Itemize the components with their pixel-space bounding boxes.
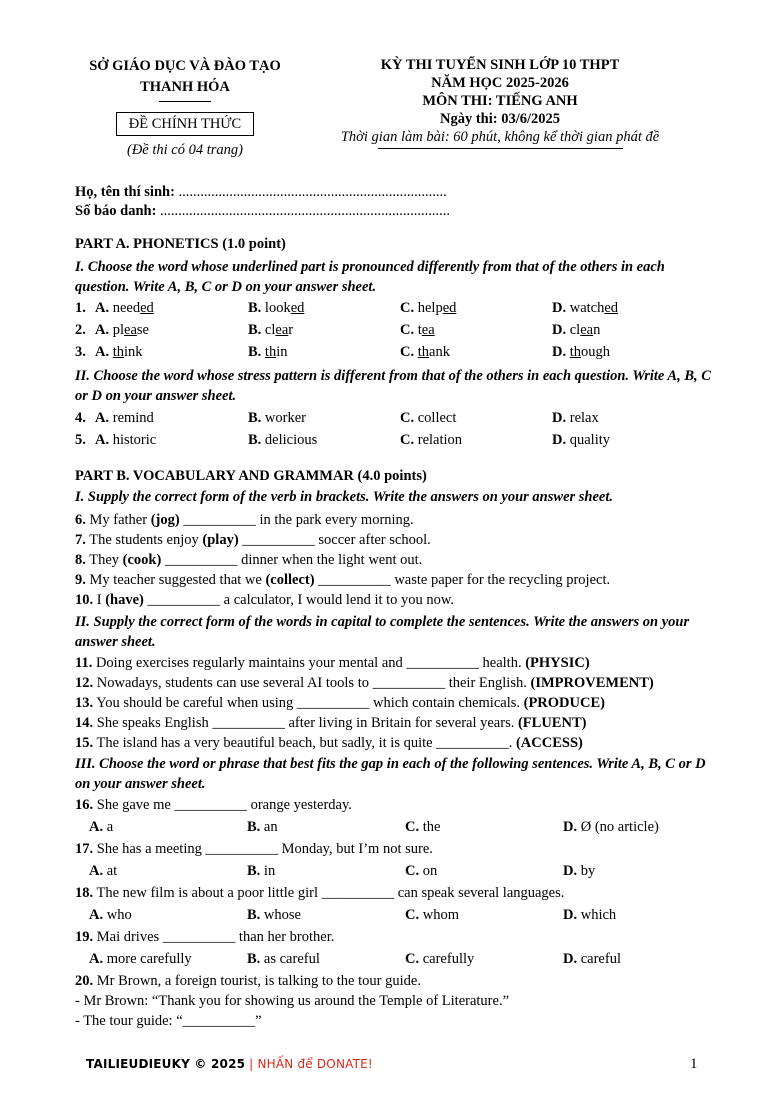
question-20-line-1: - Mr Brown: “Thank you for showing us around the Temple of Literature.” (75, 993, 510, 1009)
divider (378, 148, 623, 149)
part-a-title: PART A. PHONETICS (1.0 point) (75, 236, 286, 252)
department-name: SỞ GIÁO DỤC VÀ ĐÀO TẠO (89, 58, 281, 74)
part-b-ii-instructions: II. Supply the correct form of the words in capital to complete the sentences. Write the answers on your answer sheet. (75, 614, 690, 650)
separator: | (245, 1057, 258, 1071)
page-count-note: (Đề thi có 04 trang) (127, 142, 243, 158)
question-3: 3. A. think B. thin C. thank D. though (75, 344, 611, 360)
exam-date: Ngày thi: 03/6/2025 (439, 111, 561, 127)
subject: MÔN THI: TIẾNG ANH (422, 93, 578, 109)
question-1: 1. A. needed B. looked C. helped D. watched (75, 300, 619, 316)
question-18: 18. The new film is about a poor little girl __________ can speak several languages. (75, 885, 565, 901)
school-year: NĂM HỌC 2025-2026 (431, 75, 569, 91)
question-2: 2. A. please B. clear C. tea D. clean (75, 322, 601, 338)
donate-link[interactable]: NHẤN để DONATE! (257, 1057, 373, 1071)
header-left (60, 56, 310, 161)
question-6: 6. My father (jog) __________ in the park every morning. (75, 512, 414, 528)
question-16-options: A. a B. an C. the D. Ø (no article) (89, 819, 659, 835)
question-14: 14. She speaks English __________ after living in Britain for several years. (FLUENT) (75, 715, 587, 731)
question-19: 19. Mai drives __________ than her brother. (75, 929, 335, 945)
province-name: THANH HÓA (140, 79, 230, 95)
candidate-name-dots: .......................................................................... (174, 184, 447, 200)
brand-name: TAILIEUDIEUKY © 2025 (86, 1057, 246, 1071)
question-19-options: A. more carefully B. as careful C. carefully D. careful (89, 951, 621, 967)
official-badge: ĐỀ CHÍNH THỨC (116, 112, 254, 136)
candidate-id-line (75, 201, 715, 221)
question-20-line-2: - The tour guide: “__________” (75, 1013, 262, 1029)
question-15: 15. The island has a very beautiful beach, but sadly, it is quite __________. (ACCESS) (75, 735, 583, 751)
question-4: 4. A. remind B. worker C. collect D. relax (75, 410, 599, 426)
part-b-title: PART B. VOCABULARY AND GRAMMAR (4.0 points) (75, 468, 427, 484)
candidate-name-label: Họ, tên thí sinh: (75, 184, 175, 200)
question-10: 10. I (have) __________ a calculator, I would lend it to you now. (75, 592, 455, 608)
exam-title: KỲ THI TUYỂN SINH LỚP 10 THPT (380, 57, 620, 73)
question-12: 12. Nowadays, students can use several AI tools to __________ their English. (IMPROVEMENT) (75, 675, 654, 691)
question-9: 9. My teacher suggested that we (collect) __________ waste paper for the recycling project. (75, 572, 611, 588)
divider (159, 101, 211, 102)
question-5: 5. A. historic B. delicious C. relation D. quality (75, 432, 611, 448)
part-b-i-instructions: I. Supply the correct form of the verb in brackets. Write the answers on your answer sheet. (75, 489, 614, 505)
part-b-iii-instructions: III. Choose the word or phrase that best fits the gap in each of the following sentences. Write A, B, C or D on your answer sheet. (75, 756, 706, 792)
question-17: 17. She has a meeting __________ Monday, but I’m not sure. (75, 841, 433, 857)
page-number: 1 (690, 1056, 698, 1072)
footer-brand (86, 1054, 373, 1074)
header-right (320, 56, 680, 149)
candidate-name-line (75, 182, 715, 202)
question-8: 8. They (cook) __________ dinner when the light went out. (75, 552, 423, 568)
exam-duration: Thời gian làm bài: 60 phút, không kể thời gian phát đề (340, 129, 660, 145)
candidate-id-label: Số báo danh: (75, 203, 157, 219)
question-number: 1. (75, 300, 86, 316)
question-20: 20. Mr Brown, a foreign tourist, is talking to the tour guide. (75, 973, 421, 989)
question-16: 16. She gave me __________ orange yesterday. (75, 797, 352, 813)
question-18-options: A. who B. whose C. whom D. which (89, 907, 617, 923)
candidate-id-dots: ................................................................................ (156, 203, 451, 219)
part-a-ii-instructions: II. Choose the word whose stress pattern is different from that of the others in each question. Write A, B, C or D on your answer sheet. (75, 368, 711, 404)
part-a-i-instructions: I. Choose the word whose underlined part is pronounced differently from that of the others in each question. Write A, B, C or D on your answer sheet. (75, 259, 665, 295)
question-7: 7. The students enjoy (play) __________ soccer after school. (75, 532, 431, 548)
question-17-options: A. at B. in C. on D. by (89, 863, 596, 879)
question-11: 11. Doing exercises regularly maintains your mental and __________ health. (PHYSIC) (75, 655, 590, 671)
question-13: 13. You should be careful when using __________ which contain chemicals. (PRODUCE) (75, 695, 605, 711)
